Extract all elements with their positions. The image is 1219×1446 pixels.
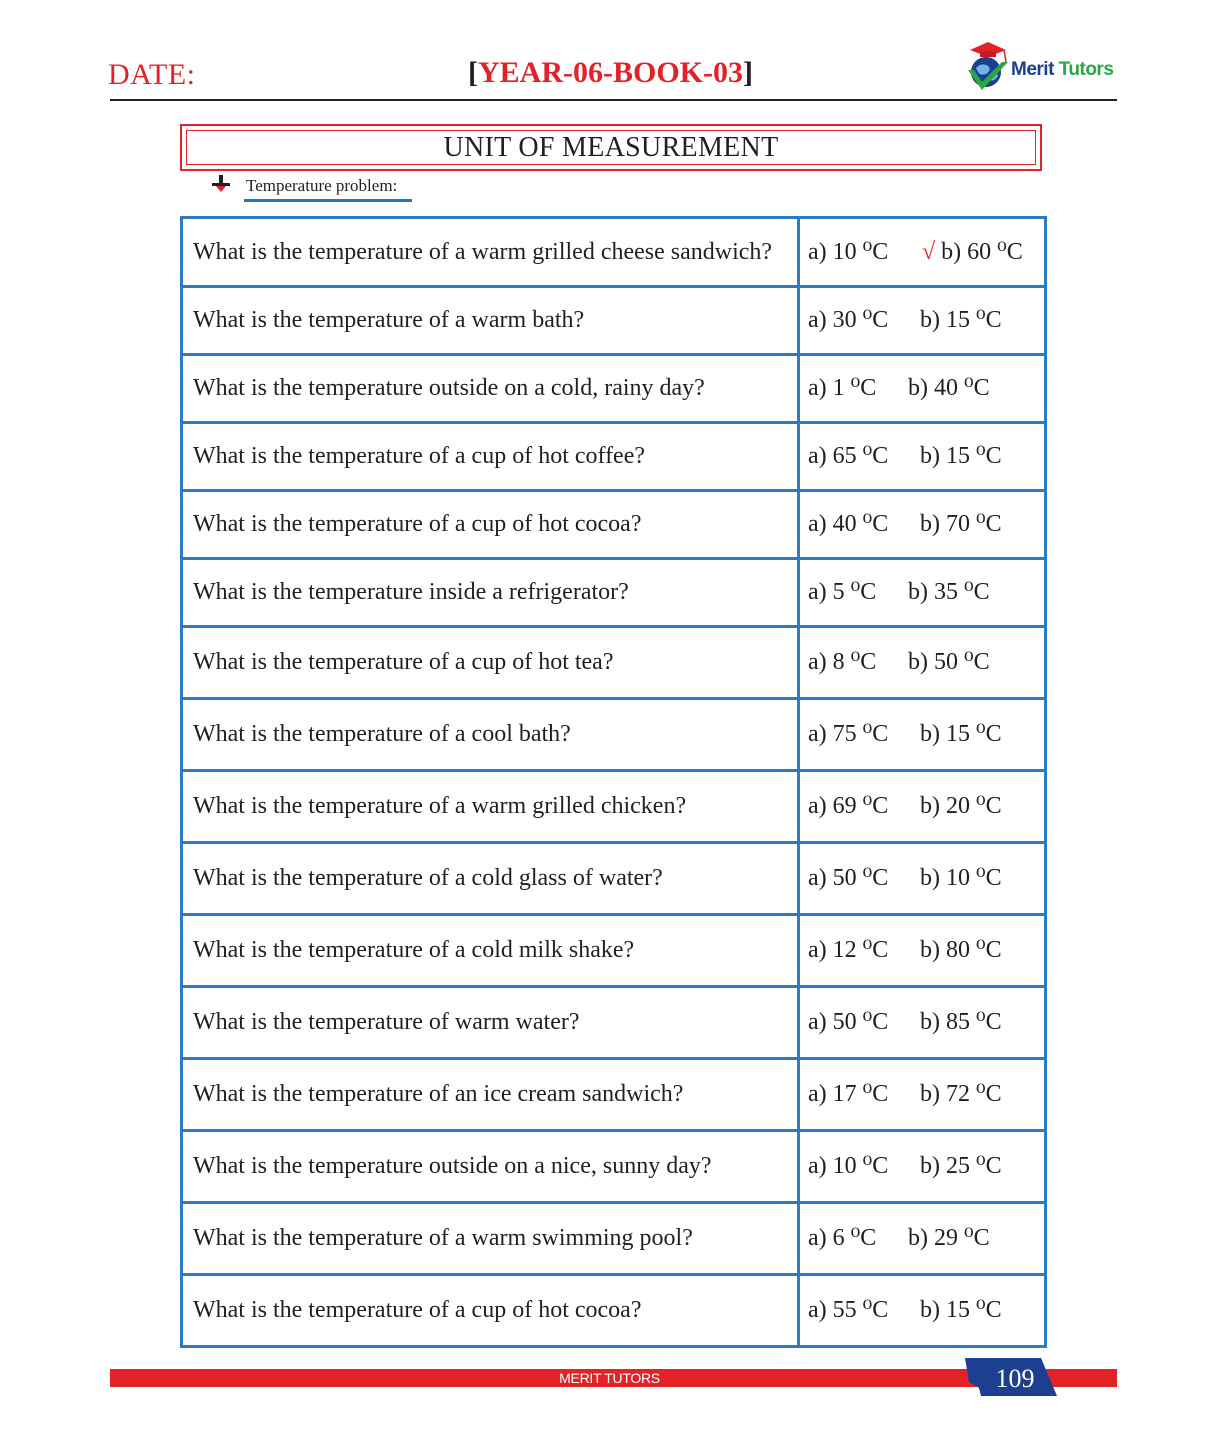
option-a-unit: ⁰C	[862, 937, 889, 964]
option-b-value: b) 15	[920, 307, 970, 334]
option-a-unit: ⁰C	[850, 375, 877, 402]
option-a-value: a) 6	[808, 1225, 845, 1252]
book-bracket-close: ]	[743, 56, 753, 89]
option-b[interactable]	[920, 1152, 1002, 1181]
option-a[interactable]	[808, 1008, 908, 1037]
question-row	[182, 699, 1046, 771]
option-b-unit: ⁰C	[976, 1153, 1002, 1180]
option-b-unit: ⁰C	[976, 865, 1002, 892]
answer-options	[799, 915, 1046, 987]
option-b[interactable]	[920, 792, 1002, 821]
answer-options	[799, 218, 1046, 287]
option-b-unit: ⁰C	[976, 511, 1002, 538]
arrow-bullet-icon	[212, 175, 230, 193]
book-code-text: YEAR-06-BOOK-03	[478, 56, 743, 89]
option-a[interactable]	[808, 648, 908, 677]
logo-tutors: Tutors	[1058, 59, 1114, 80]
question-row	[182, 559, 1046, 627]
option-b[interactable]	[908, 374, 990, 403]
answer-options	[799, 1203, 1046, 1275]
answer-options	[799, 559, 1046, 627]
question-row	[182, 491, 1046, 559]
option-a[interactable]	[808, 1224, 908, 1253]
option-b-value: b) 15	[920, 721, 970, 748]
option-a[interactable]	[808, 1296, 908, 1325]
option-a-unit: ⁰C	[862, 793, 889, 820]
option-b-value: b) 15	[920, 443, 970, 470]
answer-options	[799, 491, 1046, 559]
option-a-value: a) 69	[808, 793, 857, 820]
option-a-value: a) 1	[808, 375, 845, 402]
option-b-unit: ⁰C	[964, 649, 990, 676]
answer-options	[799, 627, 1046, 699]
option-a-value: a) 75	[808, 721, 857, 748]
option-b-value: b) 50	[908, 649, 958, 676]
option-b-value: b) 80	[920, 937, 970, 964]
question-text: What is the temperature of a cold milk shake?	[182, 915, 799, 987]
question-text: What is the temperature of a warm grilled cheese sandwich?	[182, 218, 799, 287]
check-mark-icon: √	[922, 238, 936, 265]
option-a[interactable]	[808, 1080, 908, 1109]
page-number: 109	[995, 1364, 1035, 1393]
option-b[interactable]	[920, 1008, 1002, 1037]
option-b-unit: ⁰C	[976, 1297, 1002, 1324]
option-b-unit: ⁰C	[976, 793, 1002, 820]
option-b-unit: ⁰C	[976, 1081, 1002, 1108]
option-a-unit: ⁰C	[850, 649, 877, 676]
option-a-value: a) 5	[808, 579, 845, 606]
option-a-value: a) 40	[808, 511, 857, 538]
answer-options	[799, 1131, 1046, 1203]
option-b[interactable]	[920, 864, 1002, 893]
question-text: What is the temperature of a cold glass of water?	[182, 843, 799, 915]
temperature-quiz-table	[180, 216, 1047, 1348]
answer-options	[799, 1059, 1046, 1131]
option-b-value: b) 35	[908, 579, 958, 606]
option-b[interactable]	[920, 1080, 1002, 1109]
option-a-value: a) 17	[808, 1081, 857, 1108]
option-b-unit: ⁰C	[976, 443, 1002, 470]
question-text: What is the temperature outside on a cold, rainy day?	[182, 355, 799, 423]
option-a-value: a) 50	[808, 1009, 857, 1036]
option-a-value: a) 65	[808, 443, 857, 470]
option-a[interactable]	[808, 306, 908, 335]
header-divider	[110, 99, 1117, 101]
answer-options	[799, 771, 1046, 843]
option-b-value: b) 60	[941, 238, 992, 265]
option-a-value: a) 8	[808, 649, 845, 676]
option-b[interactable]	[920, 720, 1002, 749]
option-b-unit: ⁰C	[964, 375, 990, 402]
question-row	[182, 1203, 1046, 1275]
option-b-unit: ⁰C	[976, 721, 1002, 748]
question-text: What is the temperature of a warm grilled chicken?	[182, 771, 799, 843]
option-a-unit: ⁰C	[850, 579, 877, 606]
graduation-globe-icon	[962, 40, 1014, 98]
option-a-unit: ⁰C	[862, 1153, 889, 1180]
option-b[interactable]	[920, 306, 1002, 335]
option-a-unit: ⁰C	[862, 511, 889, 538]
option-b[interactable]	[920, 510, 1002, 539]
option-a[interactable]	[808, 1152, 908, 1181]
question-row	[182, 1275, 1046, 1347]
option-a-unit: ⁰C	[862, 1081, 889, 1108]
option-a-unit: ⁰C	[862, 865, 889, 892]
answer-options	[799, 987, 1046, 1059]
option-a-unit: ⁰C	[862, 238, 889, 265]
question-row	[182, 843, 1046, 915]
option-a-unit: ⁰C	[862, 307, 889, 334]
subheading-underline	[244, 199, 412, 202]
logo-merit: Merit	[1011, 59, 1054, 80]
book-bracket-open: [	[468, 56, 478, 89]
option-b-unit: ⁰C	[976, 1009, 1002, 1036]
option-b-unit: ⁰C	[976, 307, 1002, 334]
option-a-value: a) 55	[808, 1297, 857, 1324]
option-a[interactable]	[808, 374, 908, 403]
option-a[interactable]	[808, 442, 908, 471]
option-b-unit: ⁰C	[964, 1225, 990, 1252]
question-text: What is the temperature of a cup of hot coffee?	[182, 423, 799, 491]
question-row	[182, 987, 1046, 1059]
question-text: What is the temperature of a cup of hot cocoa?	[182, 1275, 799, 1347]
option-a[interactable]	[808, 510, 908, 539]
option-b[interactable]	[908, 1224, 990, 1253]
option-b-value: b) 10	[920, 865, 970, 892]
answer-options	[799, 287, 1046, 355]
date-label: DATE:	[108, 58, 196, 91]
answer-options	[799, 423, 1046, 491]
option-b-unit: ⁰C	[997, 238, 1023, 265]
option-a[interactable]	[808, 578, 908, 607]
option-a-unit: ⁰C	[862, 1297, 889, 1324]
option-b-unit: ⁰C	[964, 579, 990, 606]
question-row	[182, 1131, 1046, 1203]
option-b-value: b) 85	[920, 1009, 970, 1036]
question-text: What is the temperature of an ice cream sandwich?	[182, 1059, 799, 1131]
book-code	[468, 56, 753, 90]
question-text: What is the temperature inside a refrigerator?	[182, 559, 799, 627]
answer-options	[799, 699, 1046, 771]
question-text: What is the temperature of a warm bath?	[182, 287, 799, 355]
section-title: UNIT OF MEASUREMENT	[186, 130, 1036, 165]
question-text: What is the temperature of a warm swimming pool?	[182, 1203, 799, 1275]
option-a[interactable]	[808, 936, 908, 965]
section-title-box	[180, 124, 1042, 171]
option-b[interactable]	[941, 238, 1023, 267]
option-a-unit: ⁰C	[862, 721, 889, 748]
subheading: Temperature problem:	[246, 176, 398, 195]
merit-tutors-logo	[962, 40, 1122, 98]
question-text: What is the temperature of a cool bath?	[182, 699, 799, 771]
answer-options	[799, 355, 1046, 423]
question-text: What is the temperature of a cup of hot cocoa?	[182, 491, 799, 559]
answer-options	[799, 843, 1046, 915]
option-b-value: b) 40	[908, 375, 958, 402]
option-a-value: a) 10	[808, 1153, 857, 1180]
question-row	[182, 218, 1046, 287]
option-a-value: a) 30	[808, 307, 857, 334]
question-row	[182, 423, 1046, 491]
option-a[interactable]	[808, 792, 908, 821]
option-b[interactable]	[920, 1296, 1002, 1325]
option-b[interactable]	[908, 648, 990, 677]
question-row	[182, 355, 1046, 423]
question-row	[182, 627, 1046, 699]
question-row	[182, 287, 1046, 355]
question-text: What is the temperature of warm water?	[182, 987, 799, 1059]
option-b[interactable]	[908, 578, 990, 607]
option-b-value: b) 25	[920, 1153, 970, 1180]
option-b-value: b) 20	[920, 793, 970, 820]
option-a-unit: ⁰C	[850, 1225, 877, 1252]
question-row	[182, 1059, 1046, 1131]
question-row	[182, 915, 1046, 987]
option-a-unit: ⁰C	[862, 443, 889, 470]
question-text: What is the temperature outside on a nice, sunny day?	[182, 1131, 799, 1203]
logo-wordmark	[1011, 59, 1113, 81]
option-b-unit: ⁰C	[976, 937, 1002, 964]
question-row	[182, 771, 1046, 843]
option-b[interactable]	[920, 936, 1002, 965]
option-a-value: a) 10	[808, 238, 857, 265]
option-a-value: a) 12	[808, 937, 857, 964]
option-a-unit: ⁰C	[862, 1009, 889, 1036]
option-b-value: b) 15	[920, 1297, 970, 1324]
option-b-value: b) 29	[908, 1225, 958, 1252]
option-a[interactable]	[808, 720, 908, 749]
option-a[interactable]	[808, 238, 908, 267]
option-a[interactable]	[808, 864, 908, 893]
question-text: What is the temperature of a cup of hot tea?	[182, 627, 799, 699]
footer-brand: MERIT TUTORS	[559, 1370, 660, 1386]
option-a-value: a) 50	[808, 865, 857, 892]
answer-options	[799, 1275, 1046, 1347]
option-b-value: b) 72	[920, 1081, 970, 1108]
option-b[interactable]	[920, 442, 1002, 471]
option-b-value: b) 70	[920, 511, 970, 538]
